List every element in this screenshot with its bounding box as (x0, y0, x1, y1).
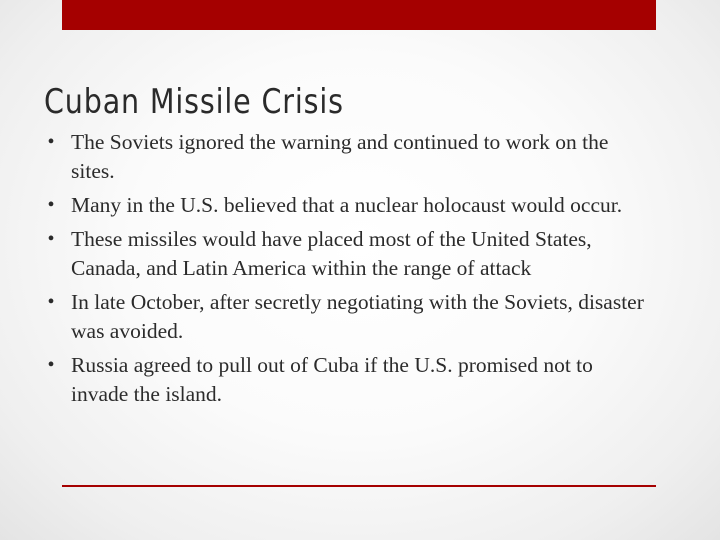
bullet-text: Many in the U.S. believed that a nuclear holocaust would occur. (71, 193, 623, 217)
bullet-icon: • (47, 228, 55, 250)
bullet-icon: • (47, 354, 55, 376)
bullet-text: In late October, after secretly negotiating with the Soviets, disaster was avoided. (71, 290, 644, 343)
bullet-item (44, 225, 644, 283)
bullet-item (44, 128, 644, 186)
bullet-text: The Soviets ignored the warning and continued to work on the sites. (71, 130, 609, 183)
bullet-item (44, 351, 644, 409)
bullet-item (44, 191, 644, 220)
bullet-text: These missiles would have placed most of the United States, Canada, and Latin America within the range of attack (71, 227, 592, 280)
bullet-icon: • (47, 131, 55, 153)
bullet-list (44, 128, 644, 414)
top-accent-bar (62, 0, 656, 30)
bullet-icon: • (47, 291, 55, 313)
bullet-item (44, 288, 644, 346)
bullet-text: Russia agreed to pull out of Cuba if the U.S. promised not to invade the island. (71, 353, 593, 406)
slide-title: Cuban Missile Crisis (44, 82, 344, 122)
bottom-accent-line (62, 485, 656, 487)
bullet-icon: • (47, 194, 55, 216)
